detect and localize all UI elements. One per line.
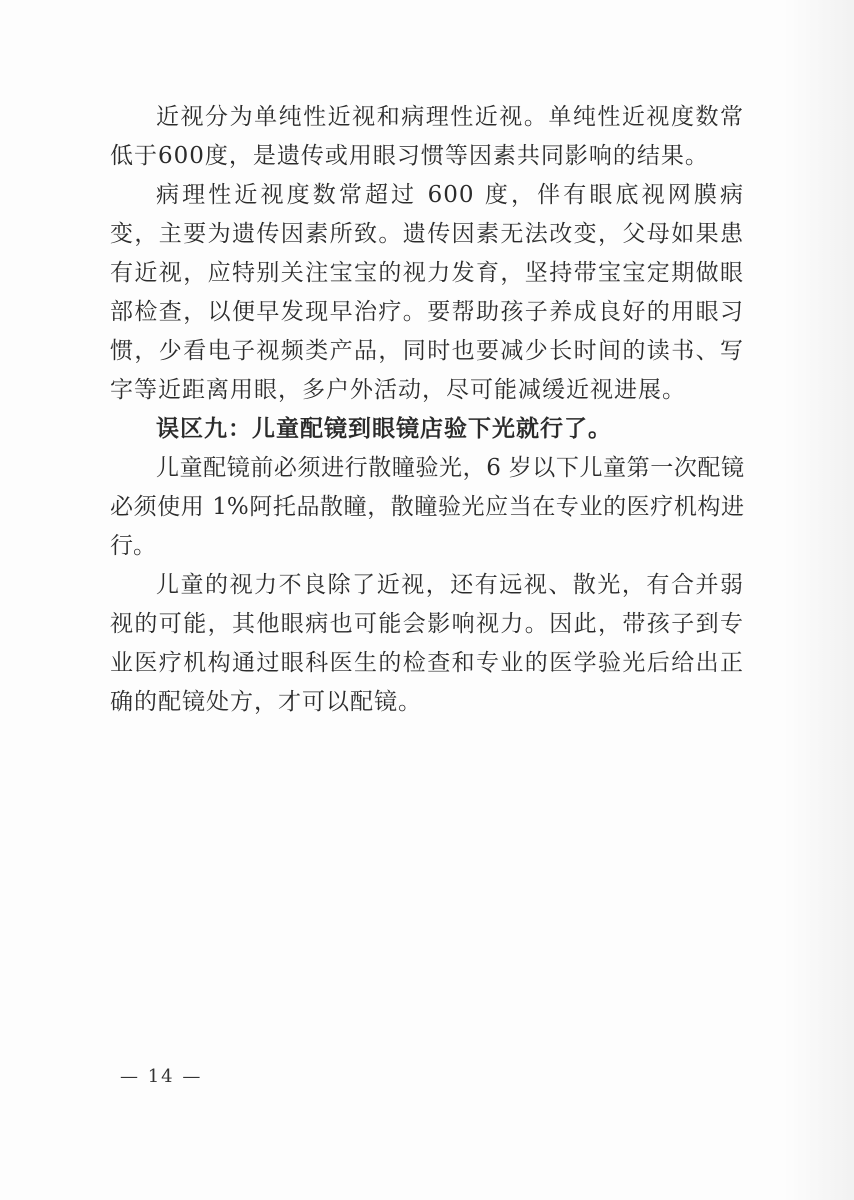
document-body (110, 98, 744, 722)
paragraph-pathological-myopia: 病理性近视度数常超过 600 度，伴有眼底视网膜病变，主要为遗传因素所致。遗传因素无法改变，父母如果患有近视，应特别关注宝宝的视力发育，坚持带宝宝定期做眼部检查，以便早发现早治疗。要帮助孩子养成良好的用眼习惯，少看电子视频类产品，同时也要减少长时间的读书、写字等近距离用眼，多户外活动，尽可能减缓近视进展。 (110, 182, 744, 403)
paragraph-vision-problems: 儿童的视力不良除了近视，还有远视、散光，有合并弱视的可能，其他眼病也可能会影响视力。因此，带孩子到专业医疗机构通过眼科医生的检查和专业的医学验光后给出正确的配镜处方，才可以配镜。 (110, 572, 744, 715)
scan-edge-shading (784, 0, 854, 1200)
page-number: — 14 — (120, 1066, 203, 1087)
myth-nine-heading: 误区九：儿童配镜到眼镜店验下光就行了。 (156, 416, 612, 442)
paragraph-myopia-types: 近视分为单纯性近视和病理性近视。单纯性近视度数常低于600度，是遗传或用眼习惯等因素共同影响的结果。 (110, 104, 744, 169)
paragraph-cycloplegic-refraction: 儿童配镜前必须进行散瞳验光，6 岁以下儿童第一次配镜必须使用 1%阿托品散瞳，散瞳验光应当在专业的医疗机构进行。 (110, 455, 744, 559)
